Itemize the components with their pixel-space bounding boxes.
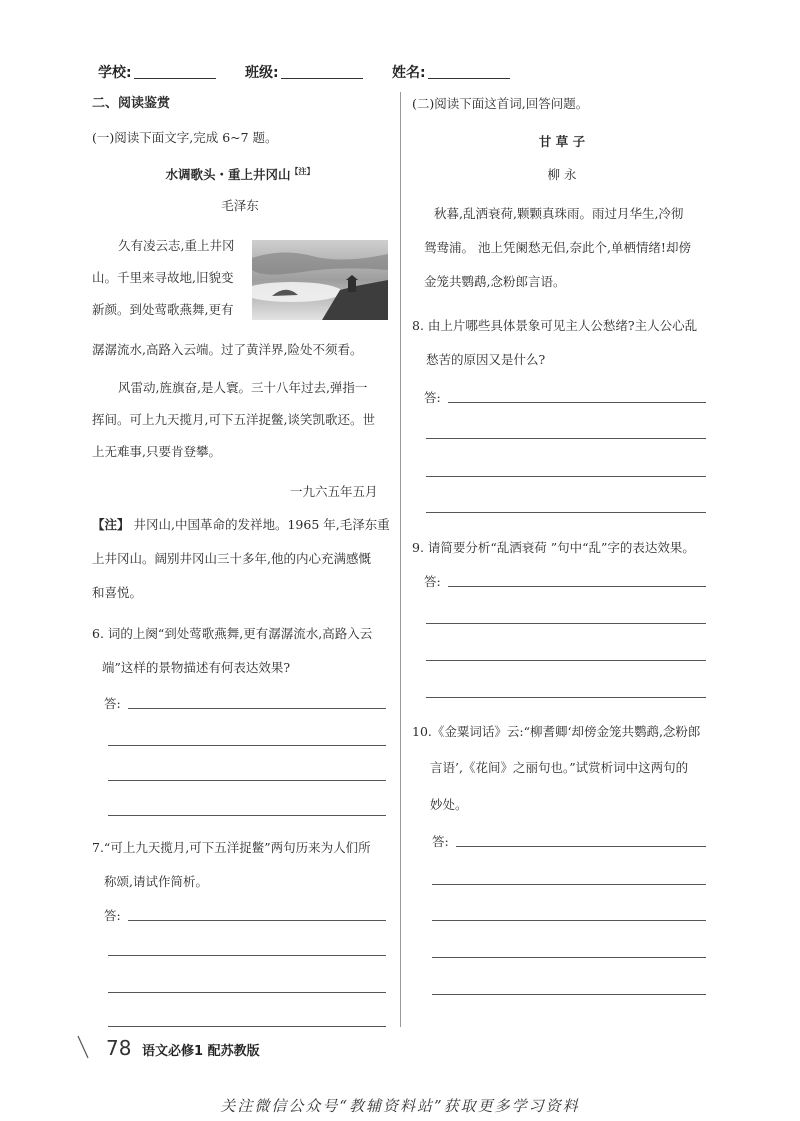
answer-line-7[interactable]: [108, 1026, 386, 1027]
answer-label-9: 答:: [424, 574, 441, 589]
answer-line-10[interactable]: [456, 846, 706, 847]
question-7: 7.“可上九天揽月,可下五洋捉鳖”两句历来为人们所: [92, 840, 371, 855]
answer-line-8[interactable]: [426, 476, 706, 477]
answer-line-9[interactable]: [448, 586, 706, 587]
answer-label-8: 答:: [424, 390, 441, 405]
poem-title-note-mark: 【注】: [290, 167, 315, 176]
book-name: 语文必修1 配苏教版: [142, 1044, 260, 1059]
poem-line: 山。千里来寻故地,旧貌变: [92, 270, 234, 285]
class-blank: [281, 64, 363, 79]
section-title: 二、阅读鉴赏: [92, 96, 171, 111]
poem-title-text: 水调歌头・重上井冈山: [165, 167, 291, 183]
answer-line-10[interactable]: [432, 884, 706, 885]
note-label: 【注】: [92, 517, 130, 532]
question-10-cont: 言语’,《花间》之丽句也。”试赏析词中这两句的: [430, 760, 689, 775]
school-blank: [134, 64, 216, 79]
answer-line-10[interactable]: [432, 994, 706, 995]
name-label: 姓名:: [392, 65, 426, 81]
answer-line-6[interactable]: [108, 780, 386, 781]
answer-line-6[interactable]: [128, 708, 386, 709]
class-field: [245, 62, 363, 82]
backslash-mark-icon: [76, 1034, 90, 1060]
question-10-cont: 妙处。: [430, 797, 468, 812]
question-8: 8. 由上片哪些具体景象可见主人公愁绪?主人公心乱: [412, 318, 698, 333]
class-label: 班级:: [245, 65, 279, 81]
question-10: 10.《金粟词话》云:“柳耆卿‘却傍金笼共鹦鹉,念粉郎: [412, 724, 701, 739]
poem-line-right: 秋暮,乱洒衰荷,颗颗真珠雨。雨过月华生,冷彻: [434, 206, 684, 221]
answer-line-10[interactable]: [432, 957, 706, 958]
poem-title-left: [92, 162, 388, 185]
school-field: [98, 62, 216, 82]
answer-line-9[interactable]: [426, 660, 706, 661]
answer-line-9[interactable]: [426, 623, 706, 624]
poem-date: 一九六五年五月: [290, 484, 378, 499]
poem-line: 久有凌云志,重上井冈: [118, 238, 235, 253]
answer-line-8[interactable]: [426, 512, 706, 513]
answer-line-8[interactable]: [426, 438, 706, 439]
note-line: 上井冈山。阔别井冈山三十多年,他的内心充满感慨: [92, 551, 371, 566]
poem-author-left: 毛泽东: [221, 198, 259, 213]
poem-line: 新颜。到处莺歌燕舞,更有: [92, 302, 234, 317]
poem-line: 上无难事,只要肯登攀。: [92, 444, 221, 459]
question-6: 6. 词的上阕“到处莺歌燕舞,更有潺潺流水,高路入云: [92, 626, 373, 641]
answer-label-7: 答:: [104, 908, 121, 923]
answer-line-10[interactable]: [432, 920, 706, 921]
poem-line-right: 鸳鸯浦。 池上凭阑愁无侣,奈此个,单栖情绪!却傍: [424, 240, 691, 255]
answer-line-7[interactable]: [108, 992, 386, 993]
column-divider: [400, 92, 401, 1027]
answer-label-10: 答:: [432, 834, 449, 849]
note-text: 井冈山,中国革命的发祥地。1965 年,毛泽东重: [133, 517, 390, 532]
poem-title-right: 甘 草 子: [538, 134, 586, 149]
question-7-cont: 称颂,请试作简析。: [104, 874, 208, 889]
page-number: 78: [106, 1036, 132, 1060]
landscape-photo: [252, 240, 388, 320]
name-blank: [428, 64, 510, 79]
answer-line-6[interactable]: [108, 815, 386, 816]
school-label: 学校:: [98, 65, 132, 81]
part2-intro: (二)阅读下面这首词,回答问题。: [412, 96, 589, 111]
answer-label-6: 答:: [104, 696, 121, 711]
question-8-cont: 愁苦的原因又是什么?: [426, 352, 546, 367]
answer-line-9[interactable]: [426, 697, 706, 698]
footer-note: 关注微信公众号“教辅资料站”获取更多学习资料: [220, 1097, 580, 1115]
answer-line-7[interactable]: [108, 955, 386, 956]
poem-line: 潺潺流水,高路入云端。过了黄洋界,险处不须看。: [92, 342, 363, 357]
poem-line: 风雷动,旌旗奋,是人寰。三十八年过去,弹指一: [118, 380, 368, 395]
poem-line: 挥间。可上九天揽月,可下五洋捉鳖,谈笑凯歌还。世: [92, 412, 375, 427]
part1-intro: (一)阅读下面文字,完成 6~7 题。: [92, 130, 278, 145]
note-line: [92, 515, 390, 535]
question-9: 9. 请简要分析“乱洒衰荷 ”句中“乱”字的表达效果。: [412, 540, 695, 555]
answer-line-7[interactable]: [128, 920, 386, 921]
answer-line-6[interactable]: [108, 745, 386, 746]
poem-line-right: 金笼共鹦鹉,念粉郎言语。: [424, 274, 566, 289]
note-line: 和喜悦。: [92, 585, 143, 600]
answer-line-8[interactable]: [448, 402, 706, 403]
poem-author-right: 柳 永: [547, 167, 577, 182]
question-6-cont: 端”这样的景物描述有何表达效果?: [102, 660, 291, 675]
name-field: [392, 62, 510, 82]
